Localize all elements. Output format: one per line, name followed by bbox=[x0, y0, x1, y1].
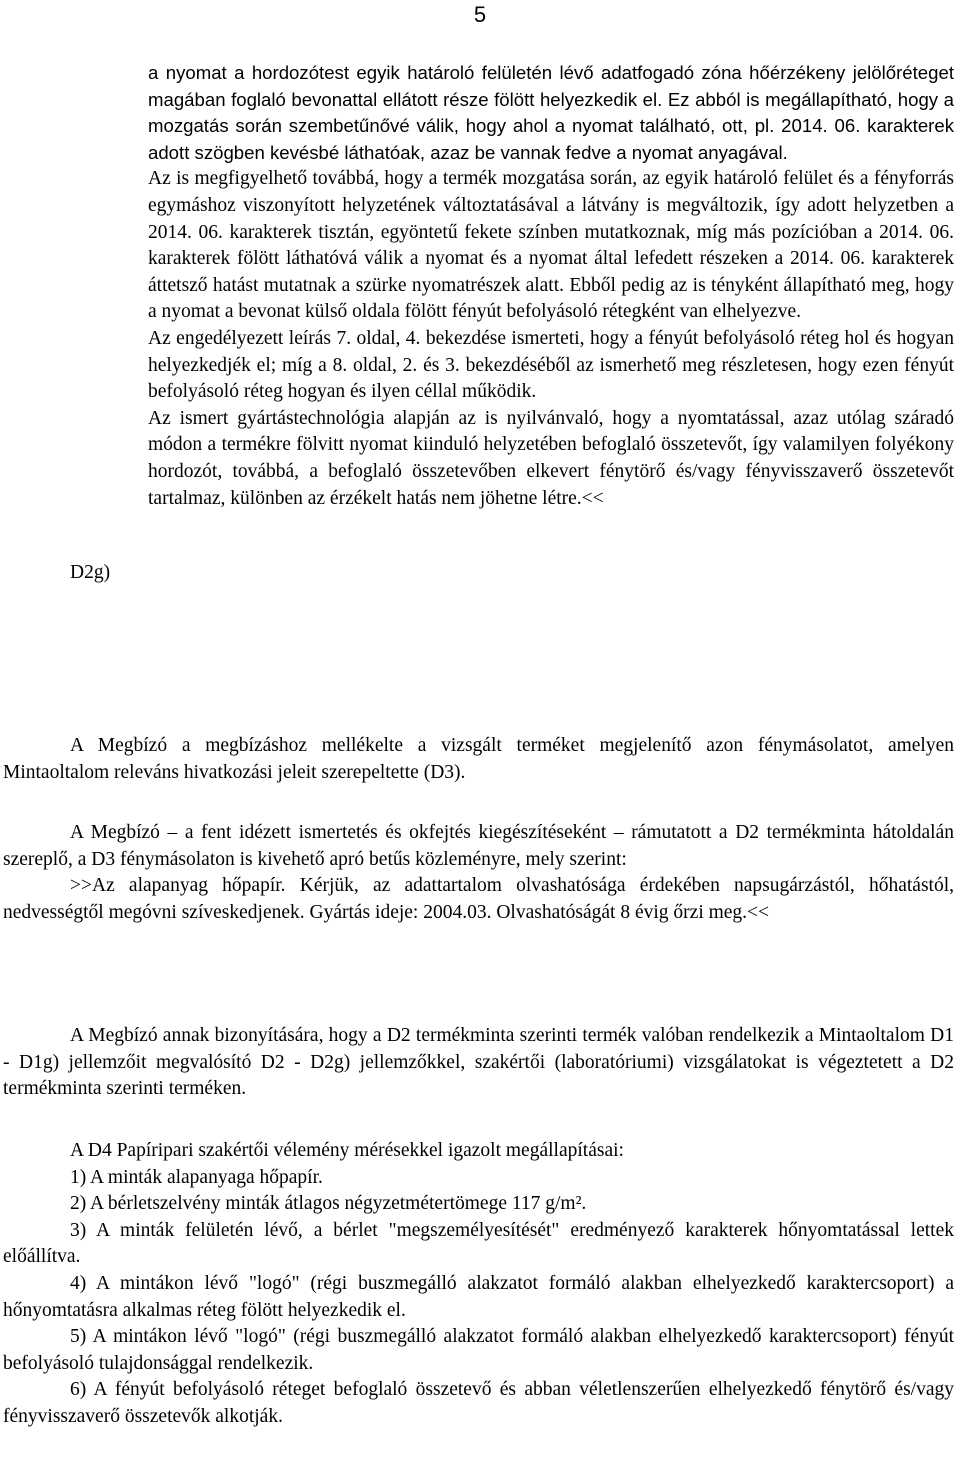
paragraph-1-block bbox=[3, 733, 954, 786]
page-number: 5 bbox=[473, 2, 487, 27]
paragraph-1: A Megbízó a megbízáshoz mellékelte a vizsgált terméket megjelenítő azon fénymásolatot, amelyen Mintaoltalom releváns hivatkozási jeleit szerepeltette (D3). bbox=[3, 735, 954, 783]
indented-section bbox=[148, 60, 954, 512]
paragraph-2: A Megbízó – a fent idézett ismertetés és okfejtés kiegészítéseként – rámutatott a D2 termékminta hátoldalán szereplő, a D3 fénymásolaton is kivehető apró betűs közleményre, mely szerint: bbox=[3, 822, 954, 870]
paragraph-3: A Megbízó annak bizonyítására, hogy a D2 termékminta szerinti termék valóban rendelkezik a Mintaoltalom D1 - D1g) jellemzőit megvalósító D2 - D2g) jellemzőkkel, szakértői (laboratóriumi) vizsgálatokat is végeztetett a D2 termékminta szerinti terméken. bbox=[3, 1025, 954, 1100]
observation-paragraph: Az is megfigyelhető továbbá, hogy a termék mozgatása során, az egyik határoló felület és a fényforrás egymáshoz viszonyított helyzetének változtatásával a látvány is megváltozik, így adott helyzetben a 2014. 06. karakterek tisztán, egyöntetű fekete színben mutatkoznak, míg más pozícióban a 2014. 06. karakterek fölött láthatóvá válik a nyomat és a nyomat által lefedett részeken a 2014. 06. karakterek áttetsző hatást mutatnak a szürke nyomatrészek alatt. Ebből pedig az is tényként állapítható meg, hogy a nyomat a bevonat külső oldala fölött fényút befolyásoló rétegként van elhelyezve. bbox=[148, 168, 954, 323]
sans-paragraph: a nyomat a hordozótest egyik határoló felületén lévő adatfogadó zóna hőérzékeny jelölőréteget magában foglaló bevonattal ellátott része fölött helyezkedik el. Ez abból is megállapítható, hogy a mozgatás során szembetűnővé válik, hogy ahol a nyomat található, ott, pl. 2014. 06. karakterek adott szögben kevésbé láthatóak, azaz be vannak fedve a nyomat anyagával. bbox=[148, 62, 954, 163]
findings-heading: A D4 Papíripari szakértői vélemény mérésekkel igazolt megállapításai: bbox=[70, 1140, 624, 1161]
d2g-label: D2g) bbox=[70, 562, 111, 583]
list-item: 6) A fényút befolyásoló réteget befoglaló összetevő és abban véletlenszerűen elhelyezkedő fénytörő és/vagy fényvisszaverő összetevők alkotják. bbox=[3, 1379, 954, 1427]
d2g-paragraph: Az ismert gyártástechnológia alapján az is nyilvánvaló, hogy a nyomtatással, azaz utólag száradó módon a termékre fölvitt nyomat kiinduló helyzetében befoglaló összetevőt, így valamilyen folyékony hordozót, továbbá, a befoglaló összetevőben elkevert fénytörő és/vagy fényvisszaverő összetevőt tartalmaz, különben az érzékelt hatás nem jöhetne létre.<< bbox=[148, 407, 954, 509]
paragraph-3-block bbox=[3, 1023, 954, 1103]
description-reference-paragraph: Az engedélyezett leírás 7. oldal, 4. bekezdése ismerteti, hogy a fényút befolyásoló réteg hol és hogyan helyezkedjék el; míg a 8. oldal, 2. és 3. bekezdéséből az ismerhető meg részletesen, hogy ezen fényút befolyásoló réteg hogyan és ilyen céllal működik. bbox=[148, 327, 954, 403]
list-item: 4) A mintákon lévő "logó" (régi buszmegálló alakzatot formáló alakban elhelyezkedő karaktercsoport) a hőnyomtatásra alkalmas réteg fölött helyezkedik el. bbox=[3, 1272, 954, 1321]
list-item: 1) A minták alapanyaga hőpapír. bbox=[70, 1166, 323, 1188]
list-item: 2) A bérletszelvény minták átlagos négyzetmétertömege 117 g/m². bbox=[70, 1193, 587, 1215]
paragraph-2-block bbox=[3, 820, 954, 926]
quoted-notice: >>Az alapanyag hőpapír. Kérjük, az adattartalom olvashatósága érdekében napsugárzástól, hőhatástól, nedvességtől megóvni szíveskedjenek. Gyártás ideje: 2004.03. Olvashatóságát 8 évig őrzi meg.<< bbox=[3, 875, 954, 923]
findings-list bbox=[3, 1138, 954, 1431]
list-item: 5) A mintákon lévő "logó" (régi buszmegálló alakzatot formáló alakban elhelyezkedő karaktercsoport) fényút befolyásoló tulajdonsággal rendelkezik. bbox=[3, 1326, 954, 1374]
list-item: 3) A minták felületén lévő, a bérlet "megszemélyesítését" eredményező karakterek hőnyomtatással lettek előállítva. bbox=[3, 1219, 954, 1268]
